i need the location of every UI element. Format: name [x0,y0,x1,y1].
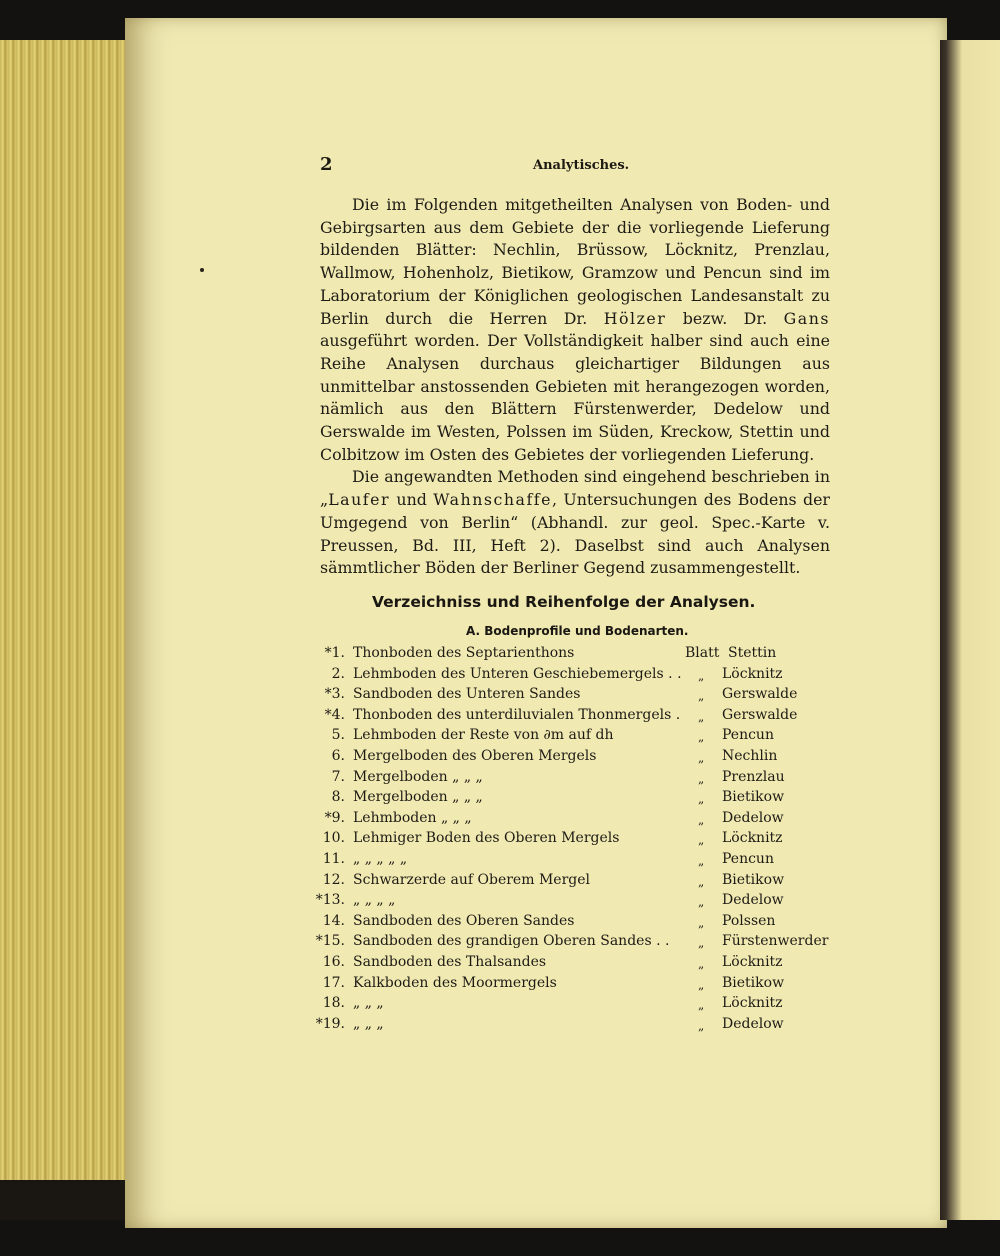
sheet-name: Pencun [722,727,774,744]
sheet-name: Löcknitz [722,995,783,1012]
subsection-title: A. Bodenprofile und Bodenarten. [466,624,689,638]
body-text [320,194,830,580]
list-item [300,975,830,996]
item-number: 14. [322,912,345,929]
list-item [300,769,830,790]
list-item [300,1016,830,1037]
list-item [300,810,830,831]
sheet-name: Löcknitz [722,665,783,682]
ditto-mark: „ [698,853,705,868]
author-name-wahnschaffe: Wahnschaffe [433,490,552,510]
sheet-name: Löcknitz [722,830,783,847]
sheet-name: Fürstenwerder [722,933,829,950]
paragraph-1: Die im Folgenden mitgetheilten Analysen von Boden- und Gebirgsarten aus dem Gebiete der die vorliegende Lieferung bildenden Blätter: Nechlin, Brüssow, Löcknitz, Prenzlau, Wallmow, Hohenholz, Bietikow, Gramzow und Pencun sind im Laboratorium der Königlichen geologischen Landesanstalt zu Berlin durch die Herren Dr. Hölzer bezw. Dr. Gans ausgeführt worden. Der Vollständigkeit halber sind auch eine Reihe Analysen durchaus gleichartiger Bildungen aus unmittelbar anstossenden Gebieten mit herangezogen worden, nämlich aus den Blättern Fürstenwerder, Dedelow und Gerswalde im Westen, Polssen im Süden, Kreckow, Stettin und Colbitzow im Osten des Gebietes der vorliegenden Lieferung. [320,195,830,464]
item-description: Mergelboden „ „ „ [353,789,483,806]
item-description: „ „ „ [353,995,384,1012]
facing-page-edge [940,40,1000,1220]
ditto-mark: „ [698,689,705,704]
sheet-name: Prenzlau [722,768,785,785]
page-header [320,154,860,178]
item-description: Thonboden des unterdiluvialen Thonmergels . [353,706,681,723]
sheet-name: Gerswalde [722,686,798,703]
item-description: „ „ „ „ [353,892,396,909]
ditto-mark: „ [698,936,705,951]
item-description: Sandboden des Oberen Sandes [353,912,575,929]
sheet-name: Gerswalde [722,706,798,723]
sheet-name: Nechlin [722,747,778,764]
item-description: Thonboden des Septarienthons [353,645,575,661]
sheet-name: Dedelow [722,1015,784,1032]
list-item [300,872,830,893]
item-number: 10. [322,830,345,847]
list-item [300,933,830,954]
author-name-laufer: Laufer [328,490,391,510]
item-number: 7. [331,768,345,785]
ditto-mark: „ [698,668,705,683]
ditto-mark: „ [698,730,705,745]
sheet-name: Bietikow [722,871,785,888]
item-number: *1. [324,645,345,661]
ditto-mark: „ [698,833,705,848]
item-number: *13. [315,892,345,909]
margin-mark [200,268,204,272]
item-description: Lehmboden der Reste von ∂m auf dh [353,727,614,744]
sheet-name: Löcknitz [722,953,783,970]
sheet-name: Dedelow [722,809,784,826]
author-name-gans: Gans [783,308,830,328]
ditto-mark: „ [698,956,705,971]
running-head: Analytisches. [533,158,630,173]
ditto-mark: „ [698,998,705,1013]
list-item [300,892,830,913]
paragraph-2: Die angewandten Methoden sind eingehend beschrieben in „Laufer und Wahnschaffe, Untersuchungen des Bodens der Umgegend von Berlin“ (Abhandl. zur geol. Spec.-Karte v. Preussen, Bd. III, Heft 2). Daselbst sind auch Analysen sämmtlicher Böden der Berliner Gegend zusammengestellt. [320,467,830,578]
list-item [300,645,830,666]
item-number: 17. [322,974,345,991]
item-description: Schwarzerde auf Oberem Mergel [353,871,590,888]
item-number: *3. [324,686,345,703]
item-number: 8. [331,789,345,806]
sheet-name: Stettin [728,645,777,661]
item-description: Mergelboden „ „ „ [353,768,483,785]
item-number: *9. [324,809,345,826]
ditto-mark: „ [698,1018,705,1033]
section-title: Verzeichniss und Reihenfolge der Analysen. [372,593,756,611]
item-description: Lehmiger Boden des Oberen Mergels [353,830,620,847]
ditto-mark: „ [698,750,705,765]
ditto-mark: „ [698,977,705,992]
author-name-hoelzer: Hölzer [603,308,667,328]
ditto-mark: „ [698,895,705,910]
item-description: „ „ „ [353,1015,384,1032]
ditto-mark: „ [698,915,705,930]
blatt-label: Blatt [685,645,720,661]
item-description: Sandboden des Unteren Sandes [353,686,581,703]
ditto-mark: „ [698,874,705,889]
item-description: „ „ „ „ „ [353,850,408,867]
item-number: *19. [315,1015,345,1032]
list-item [300,727,830,748]
list-item [300,666,830,687]
item-number: 16. [322,953,345,970]
list-item [300,954,830,975]
ditto-mark: „ [698,771,705,786]
item-number: 2. [331,665,345,682]
item-description: Lehmboden des Unteren Geschiebemergels . . [353,665,682,682]
sheet-name: Bietikow [722,789,785,806]
list-item [300,748,830,769]
list-item [300,686,830,707]
item-description: Lehmboden „ „ „ [353,809,472,826]
item-description: Sandboden des Thalsandes [353,953,547,970]
ditto-mark: „ [698,709,705,724]
analysis-list [300,645,830,1036]
item-description: Sandboden des grandigen Oberen Sandes . . [353,933,670,950]
list-item [300,995,830,1016]
sheet-name: Dedelow [722,892,784,909]
list-item [300,830,830,851]
item-description: Kalkboden des Moormergels [353,974,557,991]
sheet-name: Bietikow [722,974,785,991]
list-item [300,851,830,872]
item-number: *15. [315,933,345,950]
page-number: 2 [320,154,333,175]
item-number: 11. [322,850,345,867]
item-number: 18. [322,995,345,1012]
item-number: 6. [331,747,345,764]
sheet-name: Polssen [722,912,776,929]
item-number: *4. [324,706,345,723]
list-item [300,789,830,810]
sheet-name: Pencun [722,850,774,867]
item-number: 12. [322,871,345,888]
list-item [300,913,830,934]
list-item [300,707,830,728]
ditto-mark: „ [698,792,705,807]
item-description: Mergelboden des Oberen Mergels [353,747,597,764]
ditto-mark: „ [698,812,705,827]
item-number: 5. [331,727,345,744]
